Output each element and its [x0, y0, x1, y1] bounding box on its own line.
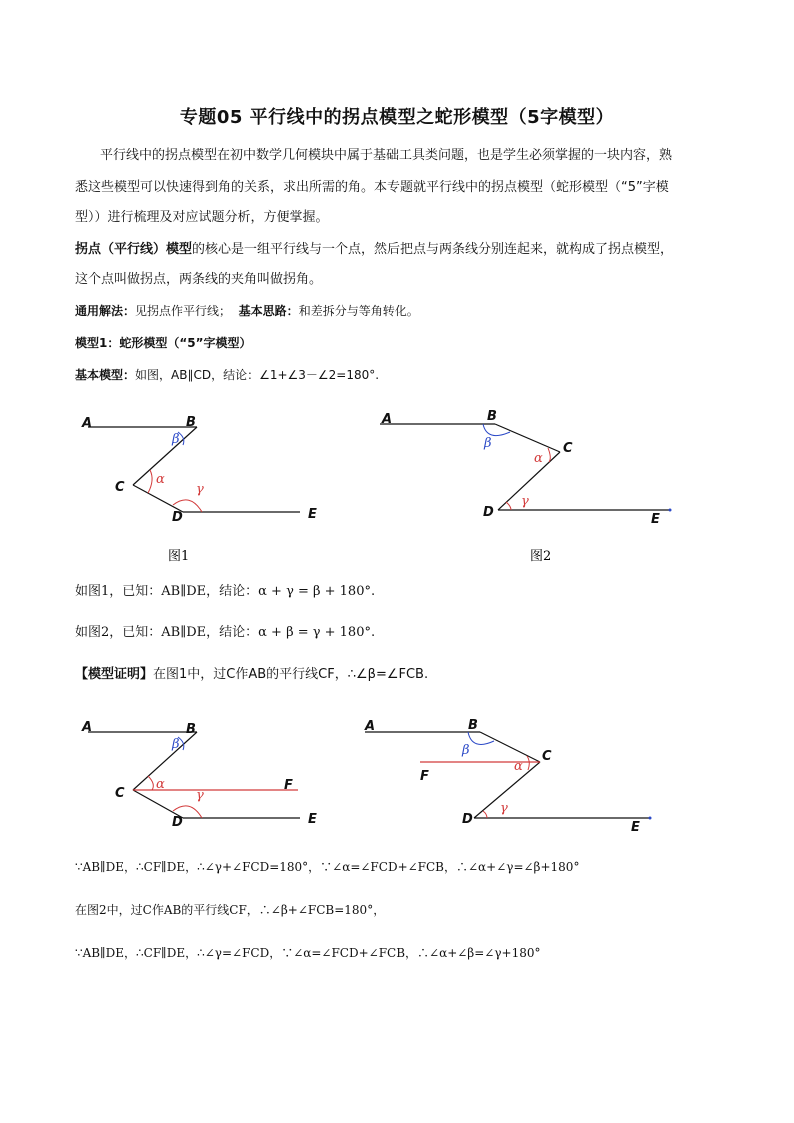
fig4-label-e: E [631, 820, 640, 835]
fig1-label-e: E [308, 507, 317, 522]
fig4-label-c: C [542, 749, 552, 764]
fig2-label-e: E [651, 512, 660, 527]
basic-model-label: 基本模型： [75, 368, 136, 382]
fig3-beta: β [172, 737, 180, 752]
proof-line-2: 在图2中，过C作AB的平行线CF，∴∠β+∠FCB=180°， [75, 903, 386, 917]
fig1-beta: β [172, 432, 180, 447]
proof-label: 【模型证明】 [75, 667, 154, 682]
page-title: 专题05 平行线中的拐点模型之蛇形模型（5字模型） [179, 107, 615, 128]
fig1-alpha: α [156, 472, 165, 487]
fig3-label-b: B [186, 722, 196, 737]
proof-line-3: ∵AB∥DE，∴CF∥DE，∴∠γ=∠FCD，∵∠α=∠FCD+∠FCB，∴∠α+∠β=∠γ+180° [75, 946, 541, 960]
core-bold: 拐点（平行线）模型 [75, 242, 193, 257]
core-line-2: 这个点叫做拐点，两条线的夹角叫做拐角。 [75, 272, 323, 287]
fig3-label-a: A [82, 720, 93, 735]
fig3-label-f: F [284, 778, 293, 793]
conclusion-1: 如图1，已知：AB∥DE，结论：α + γ = β + 180°. [75, 584, 376, 599]
fig4-alpha-arc [527, 756, 529, 770]
intro-line-3: 型））进行梳理及对应试题分析，方便掌握。 [75, 210, 329, 225]
method-text-1: 见拐点作平行线； [135, 304, 232, 318]
fig2-label-c: C [563, 441, 573, 456]
fig4-label-d: D [462, 812, 473, 827]
fig2-alpha: α [534, 451, 543, 466]
proof-line-1: ∵AB∥DE，∴CF∥DE，∴∠γ+∠FCD=180°，∵∠α=∠FCD+∠FCB，∴∠α+∠γ=∠β+180° [75, 860, 580, 874]
fig2-label-d: D [483, 505, 494, 520]
fig4-alpha: α [514, 759, 523, 774]
fig1-caption: 图1 [168, 549, 190, 564]
fig4-line-bc [480, 732, 540, 762]
fig4-gamma: γ [500, 801, 508, 816]
method-label-2: 基本思路： [238, 304, 299, 318]
basic-model-text: 如图，AB∥CD，结论：∠1+∠3－∠2=180°. [135, 368, 380, 382]
fig2-label-a: A [382, 412, 393, 427]
fig4-point-e [649, 817, 652, 820]
conclusion-2: 如图2，已知：AB∥DE，结论：α + β = γ + 180°. [75, 625, 376, 640]
fig3-label-e: E [308, 812, 317, 827]
fig2-gamma: γ [521, 494, 529, 509]
fig1-gamma: γ [196, 482, 204, 497]
fig1-label-d: D [172, 510, 183, 525]
model1-heading: 模型1：蛇形模型（“5”字模型） [75, 336, 252, 350]
fig3-gamma: γ [196, 788, 204, 803]
fig4-label-a: A [365, 719, 376, 734]
fig4-gamma-arc [483, 811, 487, 818]
fig2-beta: β [484, 436, 492, 451]
fig4-label-f: F [420, 769, 429, 784]
fig3-alpha: α [156, 777, 165, 792]
intro-line-1: 平行线中的拐点模型在初中数学几何模块中属于基础工具类问题，也是学生必须掌握的一块内容，熟 [100, 148, 673, 163]
fig2-label-b: B [487, 409, 497, 424]
proof-text: 在图1中，过C作AB的平行线CF，∴∠β=∠FCB. [153, 667, 429, 682]
intro-line-2: 悉这些模型可以快速得到角的关系，求出所需的角。本专题就平行线中的拐点模型（蛇形模型（“5”字模 [75, 180, 669, 195]
core-text: 的核心是一组平行线与一个点，然后把点与两条线分别连起来，就构成了拐点模型， [192, 242, 674, 257]
fig4-label-b: B [468, 718, 478, 733]
fig3-label-c: C [115, 786, 125, 801]
fig2-caption: 图2 [530, 549, 552, 564]
fig1-label-c: C [115, 480, 125, 495]
fig3-label-d: D [172, 815, 183, 830]
fig1-label-b: B [186, 415, 196, 430]
fig4-beta: β [462, 743, 470, 758]
fig1-label-a: A [82, 416, 93, 431]
fig4-beta-arc [468, 732, 494, 744]
method-label-1: 通用解法： [75, 304, 136, 318]
method-text-2: 和差拆分与等角转化。 [298, 304, 419, 318]
